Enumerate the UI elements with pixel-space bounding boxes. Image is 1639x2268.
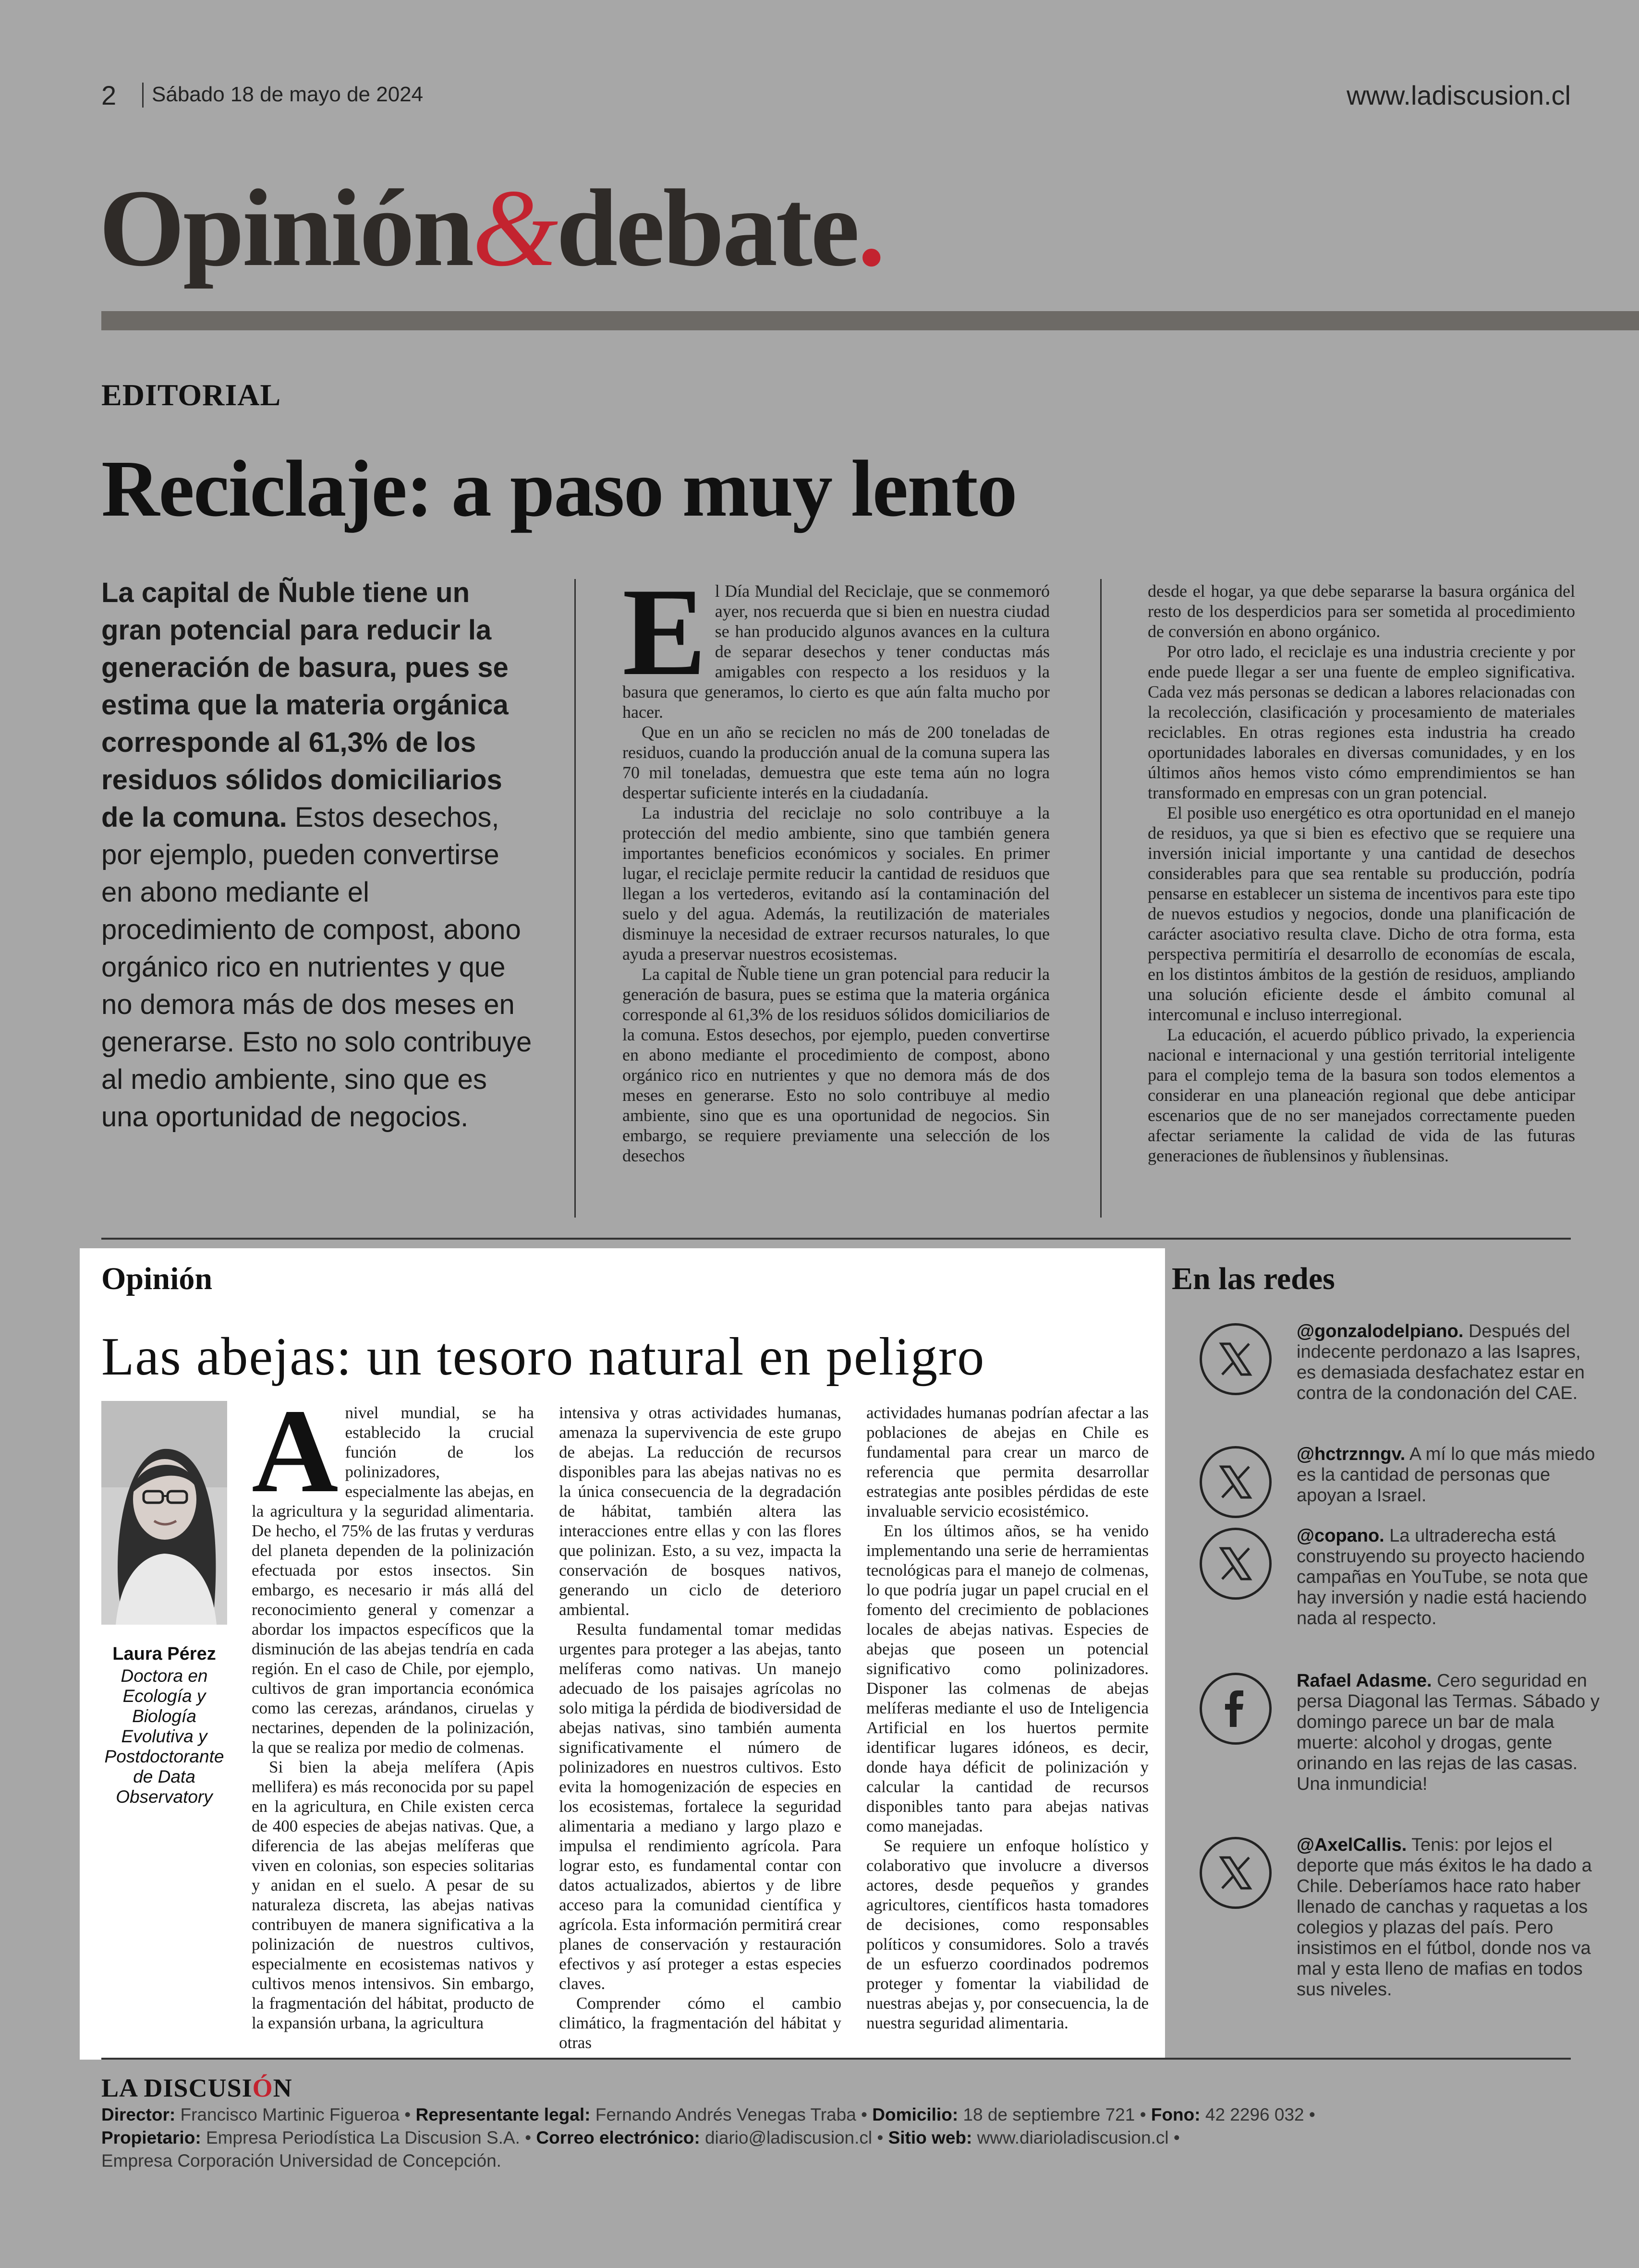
post-body: Después del indecente perdonazo a las Isapres, es demasiada desfachatez estar en contra de la condonación del CAE.: [1297, 1321, 1585, 1403]
social-post-text: [1297, 1321, 1604, 1404]
column-rule: [574, 579, 576, 1218]
footer-label: Director:: [101, 2105, 176, 2124]
editorial-paragraph: El posible uso energético es otra oportunidad en el manejo de residuos, ya que si bien es efectivo que se requiere una inversión inicial importante y una cantidad de desechos considerables para que sea rentable su producción, podría pensarse en establecer un sistema de incentivos para este tipo de nuevos estudios y negocios, donde una planificación de carácter asociativo resulta clave. Dicho de otra forma, esta perspectiva permitiría el desarrollo de economías de escala, en los distintos ámbitos de la gestión de residuos, ampliando una solución eficiente desde el ámbito comunal al intercomunal e incluso interregional.: [1148, 803, 1575, 1024]
editorial-lead-bold: La capital de Ñuble tiene un gran potencial para reducir la generación de basura, pues se estima que la materia orgánica corresponde al 61,3% de los residuos sólidos domiciliarios de la comuna.: [101, 577, 509, 833]
section-title-word-2: debate: [556, 167, 858, 289]
footer-website[interactable]: www.diarioladiscusion.cl •: [972, 2128, 1180, 2147]
author-photo: [101, 1401, 227, 1625]
social-handle[interactable]: Rafael Adasme.: [1297, 1671, 1432, 1691]
footer-label: Domicilio:: [872, 2105, 959, 2124]
opinion-paragraph: actividades humanas podrían afectar a las poblaciones de abejas en Chile es fundamental para crear un marco de referencia que permita desarrollar estrategias ante posibles pérdidas de este invaluable servicio ecosistémico.: [866, 1403, 1149, 1520]
editorial-lead: [101, 574, 534, 1136]
post-body: La ultraderecha está construyendo su proyecto haciendo campañas en YouTube, se nota que hay inversión y nadie está haciendo nada al respecto.: [1297, 1526, 1589, 1629]
paragraph-text: l Día Mundial del Reciclaje, que se conmemoró ayer, nos recuerda que si bien en nuestra ciudad se han producido algunos avances en la cultura de separar desechos y tener conductas más amigables con respecto a los residuos y la basura que generamos, lo cierto es que aún falta mucho por hacer.: [622, 581, 1050, 722]
opinion-column-1: [252, 1385, 534, 2033]
paragraph-text: nivel mundial, se ha establecido la crucial función de los polinizadores, especialmente las abejas, en la agricultura y la seguridad alimentaria. De hecho, el 75% de las frutas y verduras del planeta dependen de la polinización efectuada por estos insectos. Sin embargo, es necesario ir más allá del reconocimiento general y comenzar a abordar los impactos específicos que la disminución de las abejas tendría en cada región. En el caso de Chile, por ejemplo, cultivos de gran importancia económica como las cerezas, arándanos, ciruelas y nectarines, dependen de la polinización, la que se realiza por medio de colmenas.: [252, 1403, 534, 1757]
opinion-paragraph: [252, 1385, 534, 1757]
footer-label: Propietario:: [101, 2128, 201, 2147]
editorial-paragraph: La industria del reciclaje no solo contribuye a la protección del medio ambiente, sino que también genera importantes beneficios económicos y sociales. En primer lugar, el reciclaje permite reducir la cantidad de residuos que llegan a los vertederos, evitando así la contaminación del suelo y del agua. Además, la reutilización de materiales disminuye la necesidad de extraer recursos naturales, lo que ayuda a preservar nuestros ecosistemas.: [622, 803, 1050, 964]
social-handle[interactable]: @gonzalodelpiano.: [1297, 1321, 1464, 1341]
footer-value: 42 2296 032 •: [1200, 2105, 1315, 2124]
editorial-lead-text: Estos desechos, por ejemplo, pueden convertirse en abono mediante el procedimiento de compost, abono orgánico rico en nutrientes y que no demora más de dos meses en generarse. Esto no solo contribuye al medio ambiente, sino que es una oportunidad de negocios.: [101, 802, 532, 1133]
x-logo-icon[interactable]: [1200, 1446, 1272, 1518]
editorial-paragraph: Que en un año se reciclen no más de 200 toneladas de residuos, cuando la producción anual de la comuna supera las 70 mil toneladas, demuestra que este tema aún no logra despertar suficiente interés en la ciudadanía.: [622, 723, 1050, 802]
opinion-paragraph: Se requiere un enfoque holístico y colaborativo que involucre a diversos actores, desde pequeños y grandes agricultores, científicos hasta tomadores de decisiones, como responsables políticos y consumidores. Solo a través de un esfuerzo coordinados podremos proteger y fomentar la viabilidad de nuestras abejas y, por consecuencia, la de nuestra seguridad alimentaria.: [866, 1836, 1149, 2032]
social-post-text: [1297, 1526, 1604, 1629]
x-logo-icon[interactable]: [1200, 1323, 1272, 1395]
footer-value: 18 de septiembre 721 •: [958, 2105, 1151, 2124]
editorial-paragraph: desde el hogar, ya que debe separarse la basura orgánica del resto de los desperdicios para ser sometida al procedimiento de conversión en abono orgánico.: [1148, 581, 1575, 641]
social-post-text: [1297, 1444, 1604, 1506]
social-post-text: [1297, 1835, 1604, 2000]
editorial-paragraph: La educación, el acuerdo público privado, la experiencia nacional e internacional y una gestión territorial inteligente para el complejo tema de la basura son todos elementos a considerar en una planeación regional que debe anticipar escenarios que de no ser manejados correctamente pueden afectar seriamente la calidad de vida de las futuras generaciones de ñublensinos y ñublensinas.: [1148, 1025, 1575, 1165]
section-title-word-1: Opinión: [99, 167, 473, 289]
footer-value: Empresa Periodística La Discusion S.A. •: [201, 2128, 536, 2147]
section-title-dot: .: [857, 167, 884, 289]
opinion-column-3: [866, 1403, 1149, 2033]
opinion-paragraph: Si bien la abeja melífera (Apis mellifera) es más reconocida por su papel en la agricultura, en Chile existen cerca de 400 especies de abejas nativas. Que, a diferencia de las abejas melíferas que viven en colonias, son especies solitarias y anidan en el suelo. A pesar de su naturaleza discreta, las abejas nativas contribuyen de manera significativa a la polinización de nuestros cultivos, especialmente en ecosistemas nativos y cultivos menos intensivos. Sin embargo, la fragmentación del hábitat, producto de la expansión urbana, la agricultura: [252, 1758, 534, 2032]
opinion-paragraph: Comprender cómo el cambio climático, la fragmentación del hábitat y otras: [559, 1994, 841, 2052]
logo-text: N: [273, 2074, 292, 2102]
post-body: A mí lo que más miedo es la cantidad de personas que apoyan a Israel.: [1297, 1444, 1595, 1506]
footer-credits-line: [101, 2105, 1315, 2125]
footer-credits-line: [101, 2128, 1180, 2148]
x-logo-icon[interactable]: [1200, 1837, 1272, 1909]
author-bio: Doctora en Ecología y Biología Evolutiva y Postdoctorante de Data Observatory: [104, 1666, 224, 1807]
post-body: Tenis: por lejos el deporte que más éxitos le ha dado a Chile. Deberíamos hace rato haber llenado de canchas y raquetas a los colegios y plazas del país. Pero insistimos en el fútbol, donde nos va mal y esta lleno de mafias en todos sus niveles.: [1297, 1835, 1592, 2000]
opinion-paragraph: En los últimos años, se ha venido implementando una serie de herramientas tecnológicas para el manejo de colmenas, lo que podría jugar un papel crucial en el fomento del crecimiento de poblaciones locales de abejas nativas. Especies de abejas que poseen un potencial significativo como polinizadores. Disponer las colmenas de abejas melíferas mediante el uso de Inteligencia Artificial en los huertos permite identificar lugares idóneos, es decir, donde haya déficit de polinización y calcular la cantidad de recursos disponibles tanto para abejas nativas como manejadas.: [866, 1521, 1149, 1835]
section-title: [99, 167, 884, 289]
editorial-paragraph: La capital de Ñuble tiene un gran potencial para reducir la generación de basura, pues se estima que la materia orgánica corresponde al 61,3% de los residuos sólidos domiciliarios de la comuna. Estos desechos, por ejemplo, pueden convertirse en abono mediante el procedimiento de compost, abono orgánico rico en nutrientes y que no demora más de dos meses en generarse. Esto no solo contribuye al medio ambiente, sino que es una oportunidad de negocios. Sin embargo, se requiere previamente una selección de los desechos: [622, 965, 1050, 1165]
section-divider: [101, 1238, 1571, 1240]
opinion-label: Opinión: [101, 1261, 213, 1296]
social-section-title: En las redes: [1172, 1261, 1335, 1296]
footer-credits-line: Empresa Corporación Universidad de Concepción.: [101, 2151, 501, 2171]
x-logo-icon[interactable]: [1200, 1528, 1272, 1600]
footer-value: Francisco Martinic Figueroa •: [175, 2105, 416, 2124]
editorial-headline: Reciclaje: a paso muy lento: [101, 444, 1017, 533]
editorial-paragraph: [622, 562, 1050, 722]
editorial-column-3: [1148, 581, 1575, 1166]
footer-email[interactable]: diario@ladiscusion.cl •: [700, 2128, 888, 2147]
editorial-column-2: [622, 562, 1050, 1166]
page-number: 2: [101, 80, 117, 110]
publication-date: Sábado 18 de mayo de 2024: [152, 83, 424, 106]
opinion-headline: Las abejas: un tesoro natural en peligro: [101, 1327, 985, 1387]
footer-label: Fono:: [1151, 2105, 1201, 2124]
opinion-dropcap: A: [252, 1385, 339, 1518]
footer-label: Sitio web:: [888, 2128, 972, 2147]
footer-label: Representante legal:: [415, 2105, 591, 2124]
section-title-ampersand: &: [472, 167, 557, 289]
social-handle[interactable]: @copano.: [1297, 1526, 1384, 1546]
editorial-dropcap: E: [622, 562, 706, 701]
opinion-column-2: [559, 1403, 841, 2052]
logo-text: LA DISCUSI: [101, 2074, 253, 2102]
section-title-rule: [101, 311, 1639, 330]
opinion-paragraph: intensiva y otras actividades humanas, amenaza la supervivencia de este grupo de abejas. La reducción de recursos disponibles para las abejas nativas no es la única consecuencia de la degradación de hábitat, también altera las interacciones entre ellas y con las flores que polinizan. Esto, a su vez, impacta la conservación de bosques nativos, generando un ciclo de deterioro ambiental.: [559, 1403, 841, 1619]
opinion-paragraph: Resulta fundamental tomar medidas urgentes para proteger a las abejas, tanto melíferas como nativas. Un manejo adecuado de los paisajes agrícolas no solo mitiga la pérdida de biodiversidad de abejas nativas, sino también aumenta significativamente el número de polinizadores en nuestros cultivos. Esto evita la homogenización de especies en los ecosistemas, fortalece la seguridad alimentaria a mediano y largo plazo e impulsa el rendimiento agrícola. Para lograr esto, es fundamental contar con datos actualizados, abiertos y de libre acceso para la comunidad científica y agrícola. Esta información permitirá crear planes de conservación y restauración efectivos y así proteger a estas especies claves.: [559, 1620, 841, 1993]
post-body: Cero seguridad en persa Diagonal las Termas. Sábado y domingo parece un bar de mala muerte: alcohol y drogas, gente orinando en las rejas de las casas. Una inmundicia!: [1297, 1671, 1600, 1794]
website-link[interactable]: www.ladiscusion.cl: [1347, 80, 1571, 110]
social-handle[interactable]: @AxelCallis.: [1297, 1835, 1407, 1855]
social-handle[interactable]: @hctrznngv.: [1297, 1444, 1406, 1464]
editorial-label: EDITORIAL: [101, 378, 281, 412]
column-rule: [1100, 579, 1102, 1218]
footer-value: Fernando Andrés Venegas Traba •: [590, 2105, 873, 2124]
newspaper-logo: [101, 2073, 292, 2103]
facebook-logo-icon[interactable]: [1200, 1673, 1272, 1745]
social-post-text: [1297, 1671, 1604, 1795]
header-separator: [142, 83, 144, 108]
author-name: Laura Pérez: [112, 1644, 216, 1664]
footer-label: Correo electrónico:: [536, 2128, 700, 2147]
editorial-paragraph: Por otro lado, el reciclaje es una industria creciente y por ende puede llegar a ser una fuente de empleo significativa. Cada vez más personas se dedican a labores relacionadas con la recolección, clasificación y procesamiento de materiales reciclables. En otras regiones esta industria ha creado oportunidades laborales en diversas comunidades, y en los últimos años hemos visto cómo emprendimientos se han transformado en empresas con un gran potencial.: [1148, 642, 1575, 802]
logo-accent: Ó: [252, 2074, 273, 2102]
footer-divider: [101, 2058, 1571, 2060]
